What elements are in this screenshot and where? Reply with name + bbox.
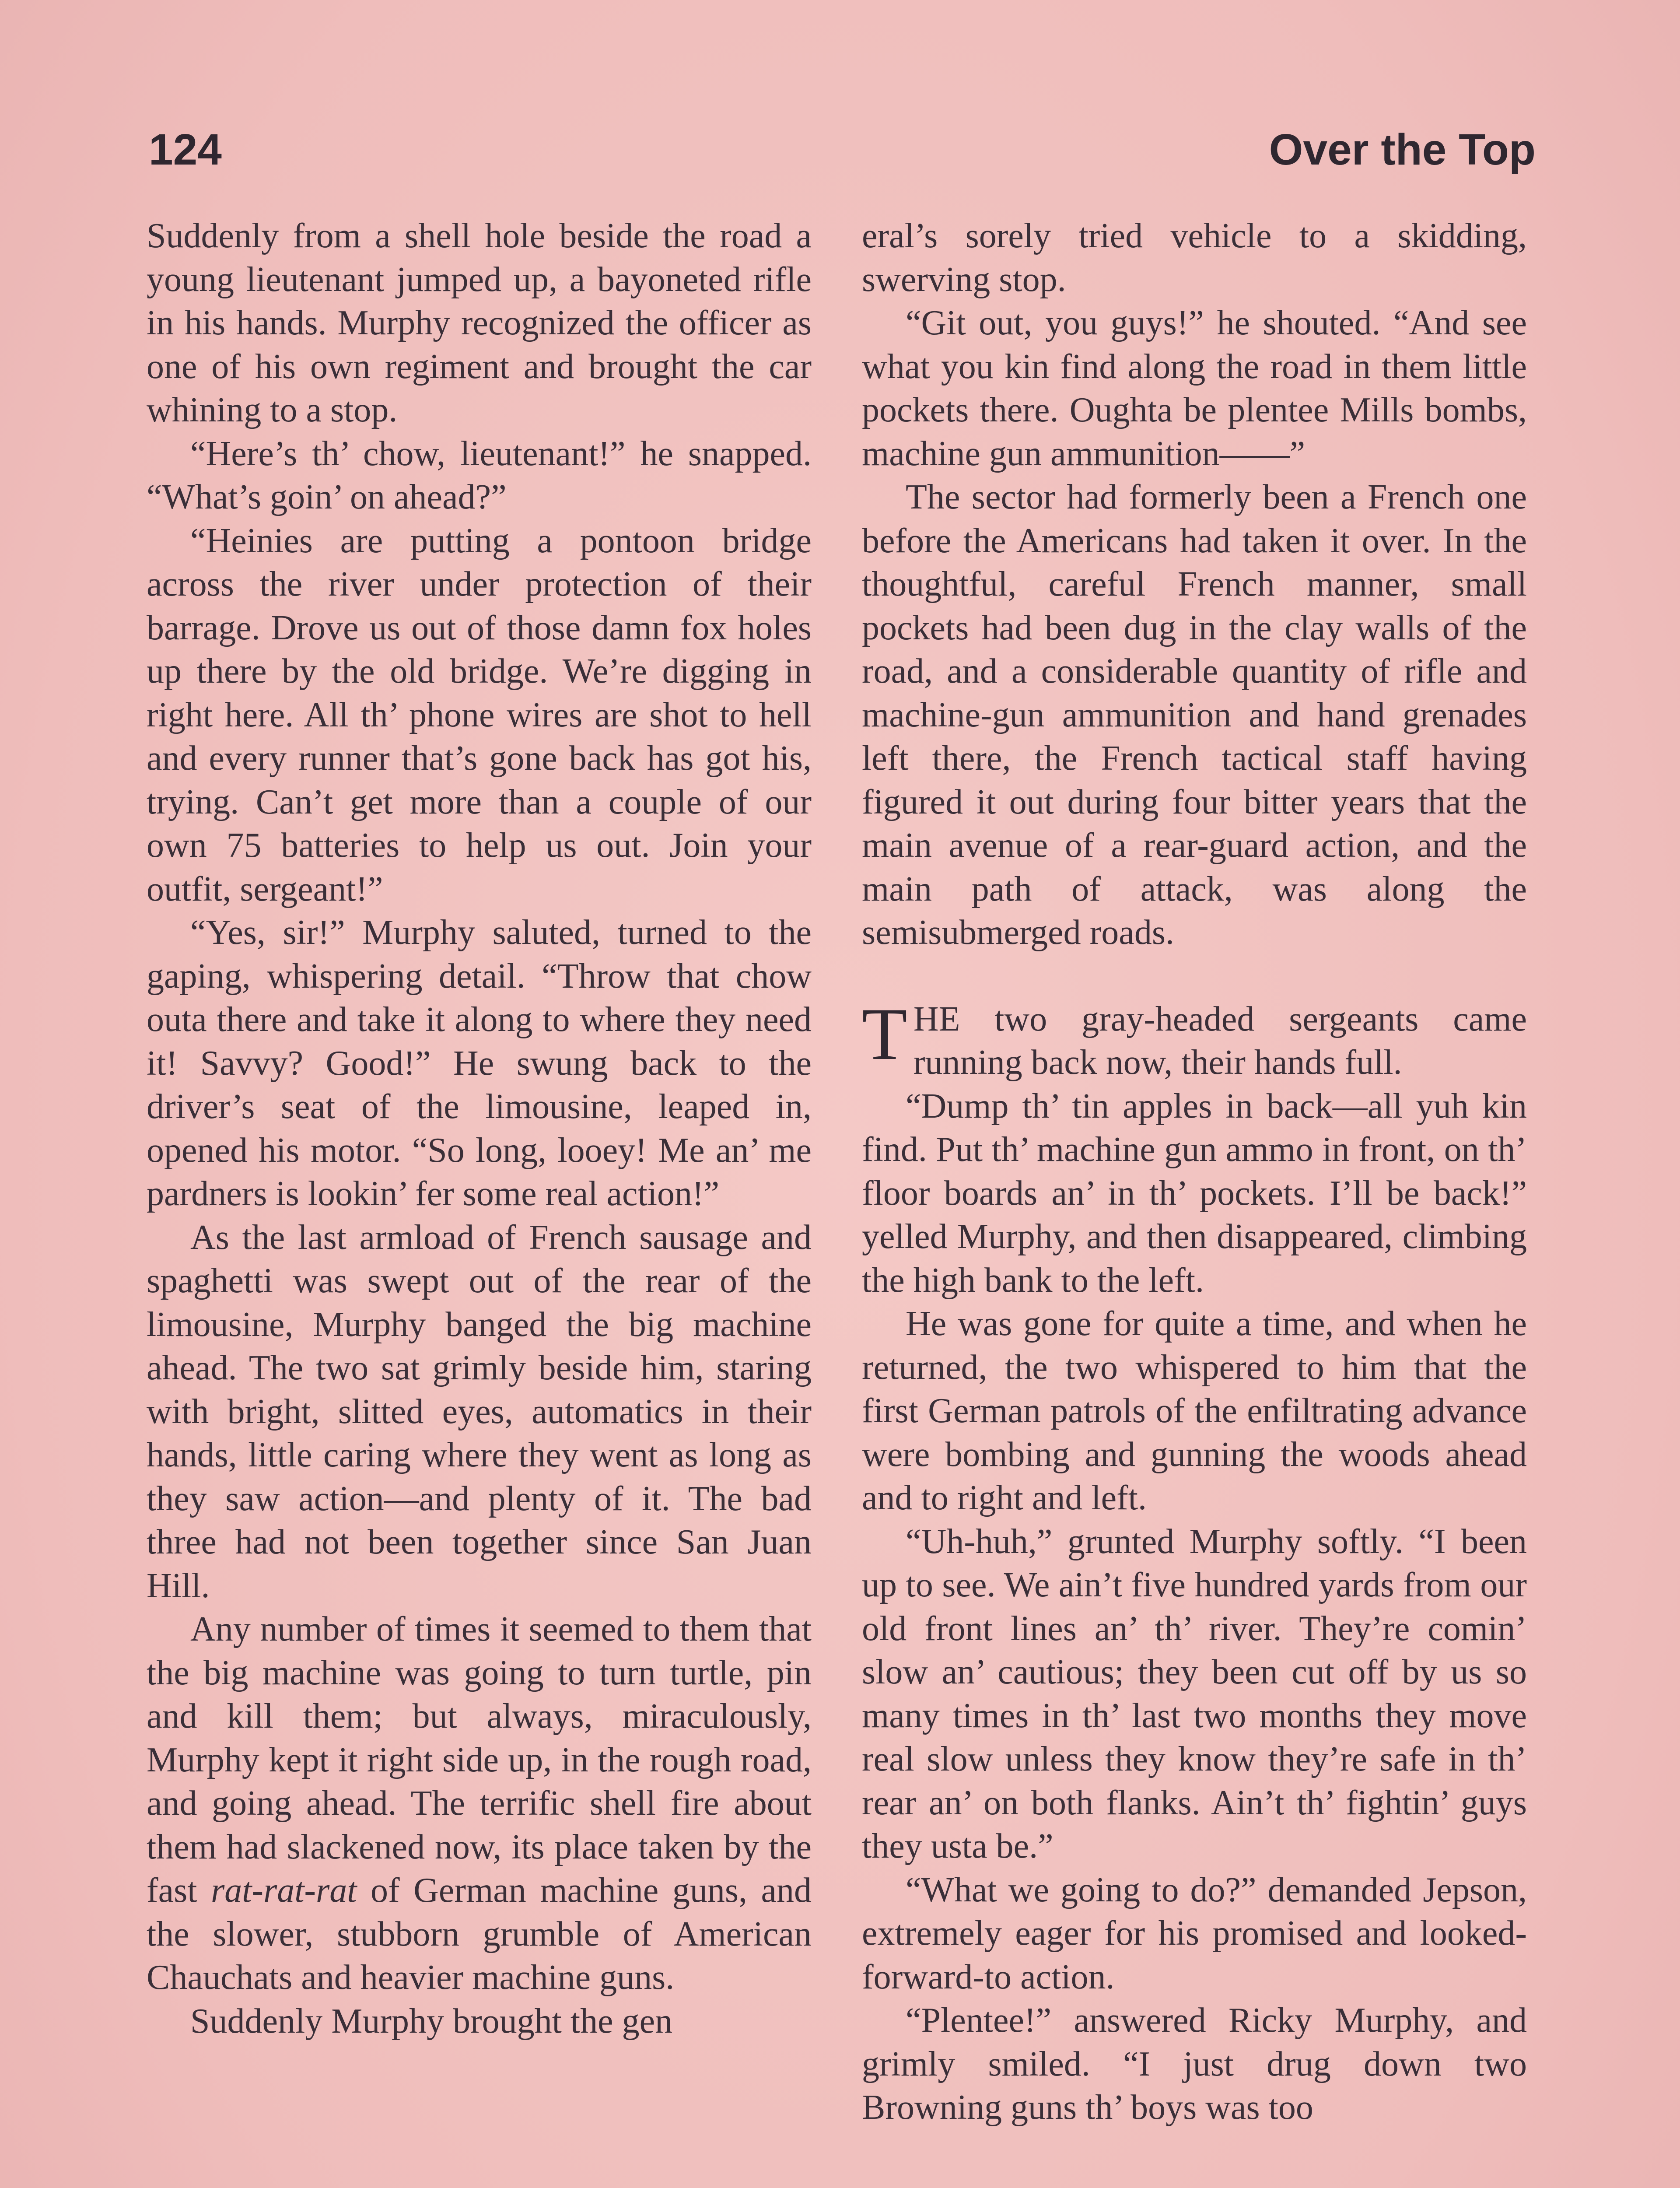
page-header	[149, 125, 1536, 190]
italic-phrase: rat-rat-rat	[211, 1871, 357, 1910]
paragraph: Suddenly from a shell hole beside the road a young lieutenant jumped up, a bayoneted rifle in his hands. Murphy recognized the officer as one of his own regiment and brought the car whining to a stop.	[147, 217, 812, 429]
drop-cap: T	[862, 992, 907, 1075]
paragraph: As the last armload of French sausage and spaghetti was swept out of the rear of the limousine, Murphy banged the big machine ahead. The two sat grimly beside him, staring with bright, slitted eyes, automatics in their hands, little caring where they went as long as they saw action—and plenty of it. The bad three had not been together since San Juan Hill.	[147, 1218, 812, 1605]
paragraph-text: of German machine guns, and the slower, stubborn grumble of American Chauchats and heavier machine guns.	[147, 1871, 812, 1997]
paragraph: “Dump th’ tin apples in back—all yuh kin find. Put th’ machine gun ammo in front, on th’ floor boards an’ in th’ pockets. I’ll be back!” yelled Murphy, and then disappeared, climbing the high bank to the left.	[862, 1087, 1527, 1300]
paragraph: The sector had formerly been a French one before the Americans had taken it over. In the thoughtful, careful French manner, small pockets had been dug in the clay walls of the road, and a considerable quantity of rifle and machine-gun ammunition and hand grenades left there, the French tactical staff having figured it out during four bitter years that the main avenue of a rear-guard action, and the main path of attack, was along the semisubmerged roads.	[862, 478, 1527, 952]
paragraph: “Here’s th’ chow, lieutenant!” he snapped. “What’s goin’ on ahead?”	[147, 434, 812, 516]
page-number: 124	[149, 125, 222, 174]
paragraph: Suddenly Murphy brought the gen	[190, 2002, 673, 2041]
paragraph: “Uh-huh,” grunted Murphy softly. “I been up to see. We ain’t five hundred yards from our old front lines an’ th’ river. They’re comin’ slow an’ cautious; they been cut off by us so many times in th’ last two months they move real slow unless they know they’re safe in th’ rear an’ on both flanks. Ain’t th’ fightin’ guys they usta be.”	[862, 1522, 1527, 1865]
left-column	[147, 214, 812, 2043]
right-column	[862, 214, 1527, 2130]
paragraph: “What we going to do?” demanded Jepson, extremely eager for his promised and looked-forward-to action.	[862, 1870, 1527, 1996]
paragraph-text: HE two gray-headed sergeants came running back now, their hands full.	[913, 999, 1527, 1082]
paragraph	[147, 1608, 812, 2000]
paragraph: “Plentee!” answered Ricky Murphy, and grimly smiled. “I just drug down two Browning guns th’ boys was too	[862, 2001, 1527, 2127]
paragraph: “Yes, sir!” Murphy saluted, turned to the gaping, whispering detail. “Throw that chow outa there and take it along to where they need it! Savvy? Good!” He swung back to the driver’s seat of the limousine, leaped in, opened his motor. “So long, looey! Me an’ me pardners is lookin’ fer some real action!”	[147, 913, 812, 1213]
paragraph-text: Any number of times it seemed to them that the big machine was going to turn turtle, pin and kill them; but always, miraculously, Murphy kept it right side up, in the rough road, and going ahead. The terrific shell fire about them had slackened now, its place taken by the fast	[147, 1610, 812, 1910]
paragraph: “Git out, you guys!” he shouted. “And see what you kin find along the road in them little pockets there. Oughta be plentee Mills bombs, machine gun ammunition——”	[862, 304, 1527, 473]
paragraph: He was gone for quite a time, and when he returned, the two whispered to him that the first German patrols of the enfiltrating advance were bombing and gunning the woods ahead and to right and left.	[862, 1304, 1527, 1517]
paragraph: “Heinies are putting a pontoon bridge across the river under protection of their barrage. Drove us out of those damn fox holes up there by the old bridge. We’re digging in right here. All th’ phone wires are shot to hell and every runner that’s gone back has got his, trying. Can’t get more than a couple of our own 75 batteries to help us out. Join your outfit, sergeant!”	[147, 521, 812, 908]
paragraph: eral’s sorely tried vehicle to a skidding, swerving stop.	[862, 217, 1527, 299]
running-title: Over the Top	[1269, 125, 1536, 174]
section-opening-paragraph	[862, 992, 1527, 1085]
